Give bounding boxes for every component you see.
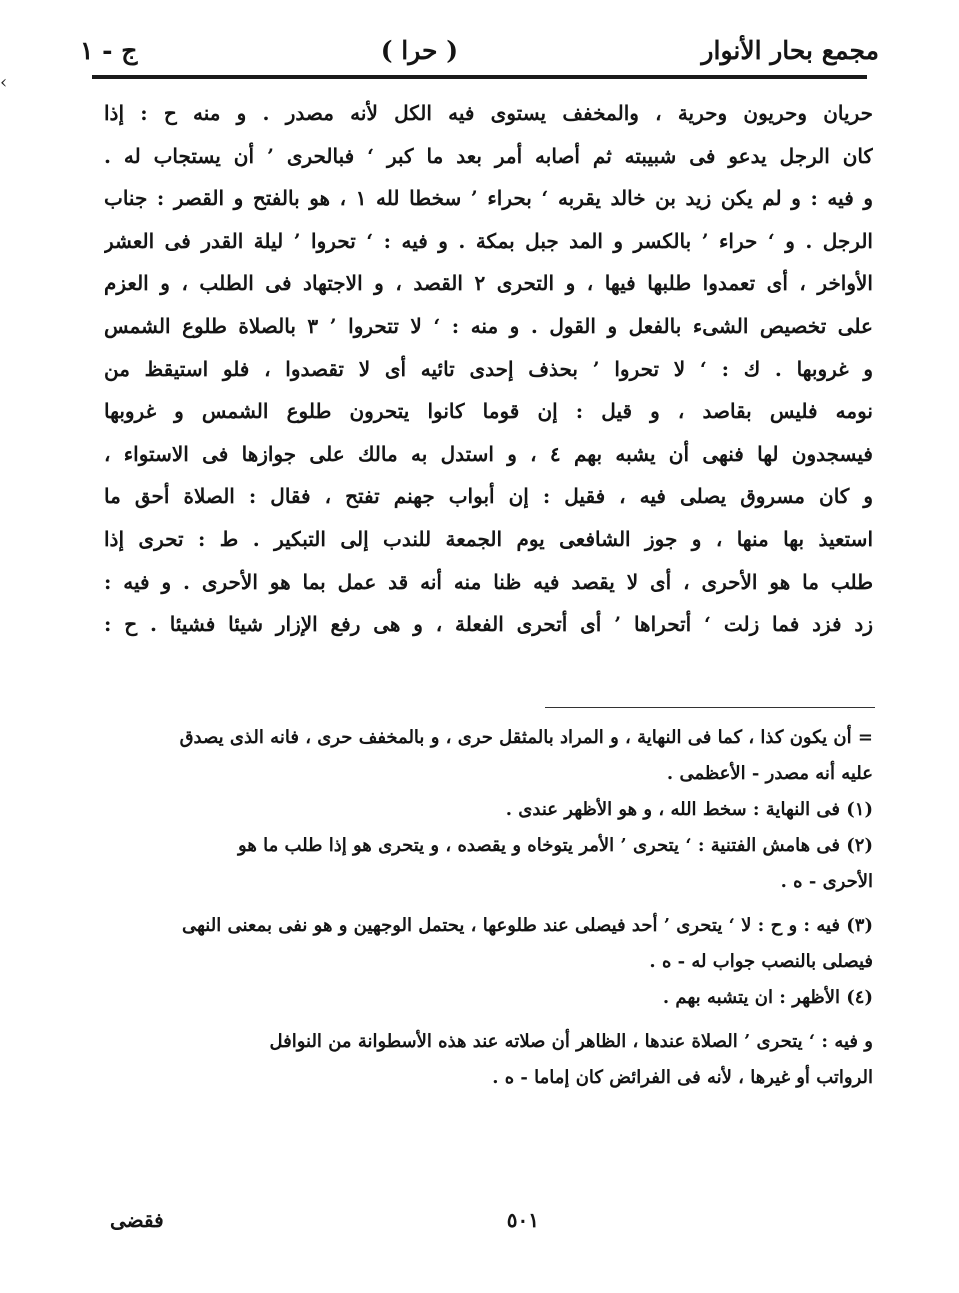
footnote-extra	[104, 1024, 873, 1096]
entry-word: ( حرا )	[380, 35, 459, 65]
footnote-line: الرواتب أو غيرها ، لأنه فى الفرائض كان إماما - ه .	[492, 1067, 873, 1088]
footnote-line: الأحرى - ه .	[780, 871, 873, 892]
header-rule	[92, 75, 867, 79]
footnote-line: فيصلى بالنصب جواب له - ه .	[649, 951, 873, 972]
footnote-2	[104, 828, 873, 900]
text-line: حريان وحريون وحرية ، والمخفف يستوى فيه الكل لأنه مصدر . و منه ح : إذا	[104, 101, 873, 125]
margin-mark: ‹	[0, 72, 8, 93]
page-header	[80, 30, 879, 70]
footnote-line: عليه أنه مصدر - الأعظمى .	[666, 763, 873, 784]
text-line: فيسجدون لها فنهى أن يشبه بهم ٤ ، و استدل به مالك على جوازها فى الاستواء ،	[104, 441, 873, 466]
text-line: زد فزد فما زلت ‘ أتحراها ’ أى أتحرى الفعلة ، و هى رفع الإزار شيئا فشيئا . ح :	[104, 612, 873, 637]
text-line: طلب ما هو الأحرى ، أى لا يقصد فيه ظنا منه أنه قد عمل بما هو الأحرى . و فيه :	[104, 569, 873, 594]
catchword: فقضى	[110, 1208, 164, 1232]
footnote-line: (٢) فى هامش الفتنية : ‘ يتحرى ’ الأمر يتوخاه و يقصده ، و يتحرى هو إذا طلب ما هو	[238, 835, 873, 856]
text-line: و غروبها . ك : ‘ لا تحروا ’ بحذف إحدى تائيه أى لا تقصدوا ، فلو استيقظ من	[104, 356, 873, 381]
page-footer	[110, 1208, 539, 1232]
footnote-line: و فيه : ‘ يتحرى ’ الصلاة عندها ، الظاهر أن صلاته عند هذه الأسطوانة من النوافل	[269, 1031, 873, 1052]
main-text	[104, 92, 873, 646]
footnote-separator	[545, 707, 875, 708]
footnote-4	[104, 980, 873, 1016]
text-line: كان الرجل يدعو فى شبيبته ثم أصابه أمر بعد ما كبر ‘ فبالحرى ’ أن يستجاب له .	[104, 143, 873, 168]
text-line: نومه فليس بقاصد ، و قيل : إن قوما كانوا يتحرون طلوع الشمس و غروبها	[104, 399, 873, 424]
text-line: على تخصيص الشىء بالفعل و القول . و منه : ‘ لا تتحروا ’ ٣ بالصلاة طلوع الشمس	[104, 313, 873, 338]
footnote-line: = أن يكون كذا ، كما فى النهاية ، و المراد بالمثقل حرى ، و بالمخفف حرى ، فانه الذى يصدق	[179, 727, 873, 748]
text-line: الأواخر ، أى تعمدوا طلبها فيها ، و التحرى ٢ القصد ، و الاجتهاد فى الطلب ، و العزم	[104, 271, 873, 296]
footnote-continuation	[104, 720, 873, 792]
text-line: الرجل . و ‘ حراء ’ بالكسر و المد جبل بمكة . و فيه : ‘ تحروا ’ ليلة القدر فى العشر	[104, 228, 873, 253]
footnote-3	[104, 908, 873, 980]
page-number: ٥٠١	[506, 1208, 539, 1232]
book-title: مجمع بحار الأنوار	[701, 35, 879, 65]
footnote-1	[104, 792, 873, 828]
text-line: و فيه : و لم يكن زيد بن خالد يقربه ‘ بحراء ’ سخطا لله ١ ، هو بالفتح و القصر : جناب	[104, 186, 873, 211]
footnote-line: (٣) فيه : و ح : لا ‘ يتحرى ’ أحد فيصلى عند طلوعها ، يحتمل الوجهين و هو نفى بمعنى النهى	[182, 915, 873, 936]
footnote-line: (٤) الأظهر : ان يتشبه بهم .	[662, 987, 873, 1008]
volume-label: ج - ١	[80, 35, 138, 65]
footnotes	[104, 720, 873, 1096]
footnote-line: (١) فى النهاية : سخط الله ، و هو الأظهر عندى .	[505, 799, 873, 820]
text-line: و كان مسروق يصلى فيه ، فقيل : إن أبواب جهنم تفتح ، فقال : الصلاة أحق ما	[104, 484, 873, 509]
text-line: استعيذ بها منها ، و جوز الشافعى يوم الجمعة للندب إلى التبكير . ط : تحرى إذا	[104, 526, 873, 551]
